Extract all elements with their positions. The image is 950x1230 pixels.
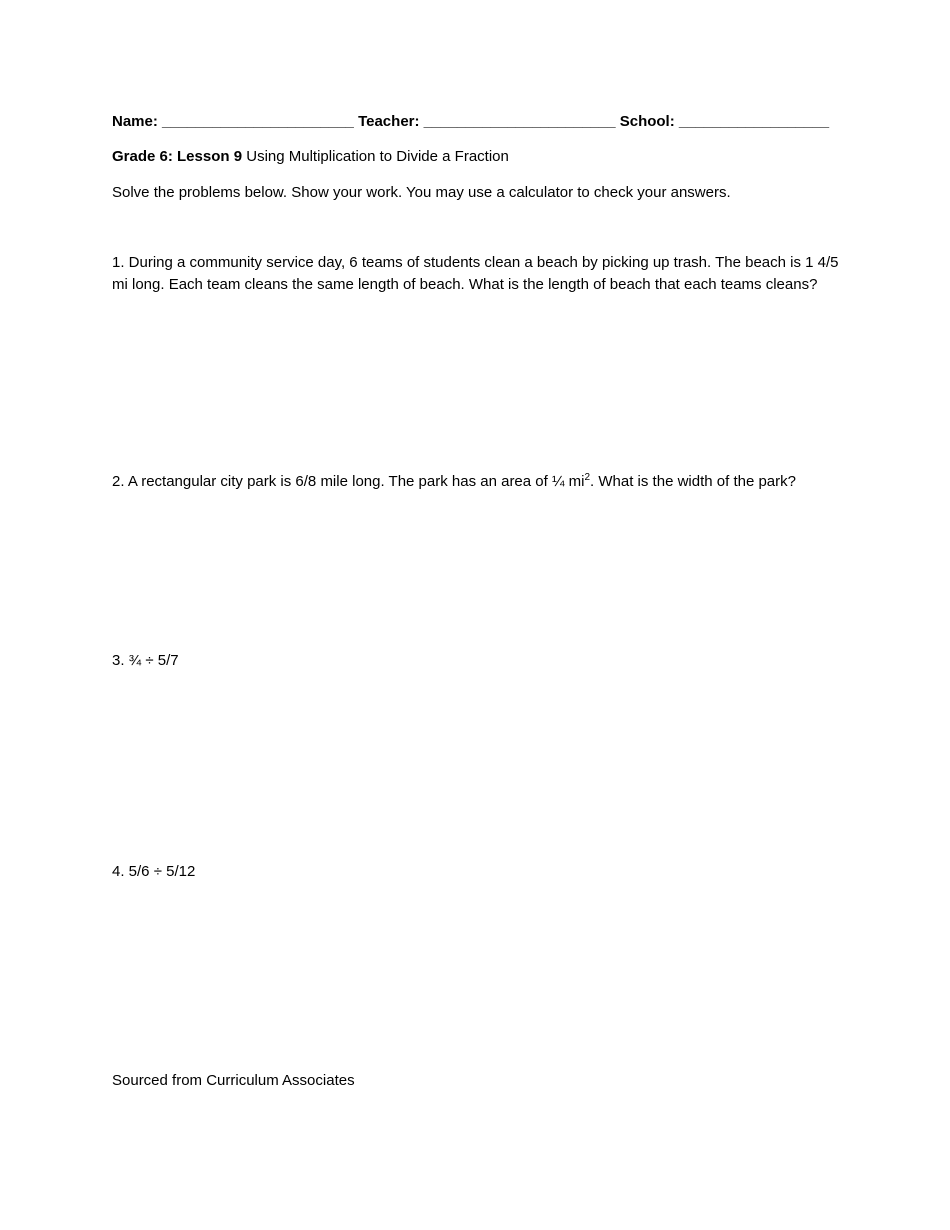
problem-2: [112, 471, 840, 493]
lesson-number: Grade 6: Lesson 9: [112, 148, 243, 165]
lesson-topic: Using Multiplication to Divide a Fraction: [246, 148, 509, 165]
student-info-header: [112, 111, 842, 133]
problem-1: 1. During a community service day, 6 teams of students clean a beach by picking up trash. The beach is 1 4/5 mi long. Each team cleans the same length of beach. What is the length of beach that each teams cleans?: [112, 254, 839, 293]
name-blank: _______________________: [162, 113, 354, 130]
teacher-label: Teacher:: [358, 113, 420, 130]
lesson-title: [112, 146, 842, 168]
problem-2-exponent: 2: [584, 472, 591, 483]
school-label: School:: [619, 113, 675, 130]
problem-3: 3. ¾ ÷ 5/7: [112, 652, 179, 669]
teacher-blank: _______________________: [423, 113, 616, 130]
source-credit: Sourced from Curriculum Associates: [112, 1072, 355, 1089]
problem-2-text: 2. A rectangular city park is 6/8 mile long. The park has an area of ¼ mi: [112, 473, 585, 490]
instructions: Solve the problems below. Show your work. You may use a calculator to check your answers.: [112, 184, 731, 201]
problem-2-question: . What is the width of the park?: [590, 473, 796, 490]
problem-4: 4. 5/6 ÷ 5/12: [112, 863, 196, 880]
school-blank: __________________: [678, 113, 830, 130]
name-label: Name:: [112, 113, 158, 130]
